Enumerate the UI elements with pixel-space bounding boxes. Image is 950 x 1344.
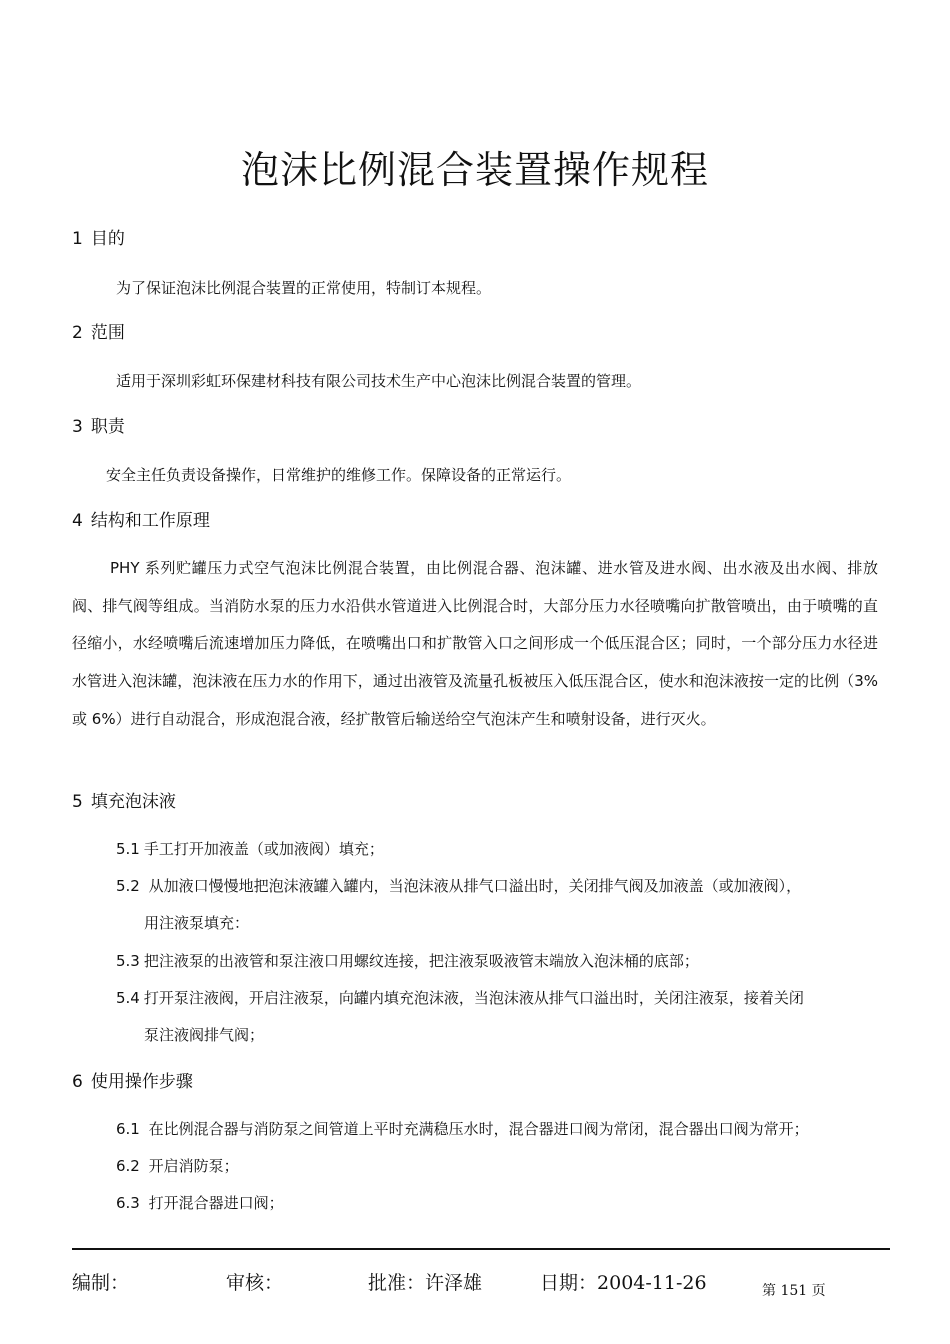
item-text: 把注液泵的出液管和泵注液口用螺纹连接，把注液泵吸液管末端放入泡沫桶的底部； xyxy=(143,952,699,970)
section-title: 范围 xyxy=(90,323,125,343)
item-text-continued: 用注液泵填充： xyxy=(144,914,250,932)
item-text: 打开泵注液阀，开启注液泵，向罐内填充泡沫液，当泡沫液从排气口溢出时，关闭注液泵，接着关闭 xyxy=(143,989,804,1007)
page-number: 第 151 页 xyxy=(762,1283,826,1299)
list-item xyxy=(116,1111,880,1148)
section-5-heading xyxy=(72,791,176,813)
item-text: 手工打开加液盖（或加液阀）填充； xyxy=(143,840,384,858)
section-title: 结构和工作原理 xyxy=(90,511,210,531)
list-item xyxy=(116,1185,880,1222)
section-title: 职责 xyxy=(90,417,125,437)
section-number: 4 xyxy=(72,511,83,531)
date-value: 2004-11-26 xyxy=(597,1272,707,1294)
section-number: 2 xyxy=(72,323,83,343)
ratio-value: 6% xyxy=(91,709,116,728)
item-text-continued: 泵注液阀排气阀； xyxy=(144,1026,265,1044)
item-number: 5.4 xyxy=(116,989,140,1007)
section-3-heading xyxy=(72,416,125,438)
approver-name: 许泽雄 xyxy=(425,1272,483,1294)
section-number: 1 xyxy=(72,229,83,249)
item-number: 6.2 xyxy=(116,1157,140,1175)
list-item xyxy=(116,1148,880,1185)
section-number: 6 xyxy=(72,1072,83,1092)
approver-field xyxy=(368,1270,482,1296)
approver-label: 批准： xyxy=(368,1272,426,1294)
reviewer-label: 审核： xyxy=(226,1272,284,1294)
compiler-label: 编制： xyxy=(72,1272,130,1294)
section-title: 目的 xyxy=(90,229,125,249)
section-1-text: 为了保证泡沫比例混合装置的正常使用，特制订本规程。 xyxy=(116,279,492,297)
item-number: 5.1 xyxy=(116,840,140,858)
section-6-heading xyxy=(72,1071,193,1093)
item-number: 5.2 xyxy=(116,877,140,895)
item-text: 在比例混合器与消防泵之间管道上平时充满稳压水时，混合器进口阀为常闭，混合器出口阀为常开； xyxy=(143,1120,809,1138)
section-title: 使用操作步骤 xyxy=(90,1072,193,1092)
date-label: 日期： xyxy=(540,1272,598,1294)
date-field xyxy=(540,1270,707,1296)
section-4-heading xyxy=(72,510,210,532)
section-4-text: PHY 系列贮罐压力式空气泡沫比例混合装置，由比例混合器、泡沫罐、进水管及进水阀、出水液及出水阀、排放阀、排气阀等组成。当消防水泵的压力水沿供水管道进入比例混合时，大部分压力水径喷嘴向扩散管喷出，由于喷嘴的直径缩小，水经喷嘴后流速增加压力降低，在喷嘴出口和扩散管入口之间形成一个低压混合区；同时，一个部分压力水径进水管进入泡沫罐，泡沫液在压力水的作用下，通过出液管及流量孔板被压入低压混合区，使水和泡沫液按一定的比例（3%或 6%）进行自动混合，形成泡混合液，经扩散管后输送给空气泡沫产生和喷射设备，进行灭火。 xyxy=(72,559,878,728)
section-2-heading xyxy=(72,322,125,344)
list-item xyxy=(116,943,880,980)
section-3-text: 安全主任负责设备操作，日常维护的维修工作。保障设备的正常运行。 xyxy=(106,466,572,484)
section-number: 5 xyxy=(72,792,83,812)
model-code: PHY xyxy=(110,559,140,577)
ratio-value: 3% xyxy=(854,672,878,691)
section-2-text: 适用于深圳彩虹环保建材科技有限公司技术生产中心泡沫比例混合装置的管理。 xyxy=(116,372,642,390)
section-title: 填充泡沫液 xyxy=(90,792,176,812)
item-number: 6.3 xyxy=(116,1194,140,1212)
item-number: 6.1 xyxy=(116,1120,140,1138)
item-text: 从加液口慢慢地把泡沫液罐入罐内，当泡沫液从排气口溢出时，关闭排气阀及加液盖（或加液阀）， xyxy=(143,877,802,895)
list-item xyxy=(116,980,880,1054)
footer-divider xyxy=(72,1248,890,1250)
item-text: 开启消防泵； xyxy=(143,1157,239,1175)
item-text: 打开混合器进口阀； xyxy=(143,1194,284,1212)
item-number: 5.3 xyxy=(116,952,140,970)
list-item xyxy=(116,868,880,942)
list-item xyxy=(116,831,880,868)
document-title: 泡沫比例混合装置操作规程 xyxy=(240,148,709,192)
section-number: 3 xyxy=(72,417,83,437)
section-1-heading xyxy=(72,228,125,250)
